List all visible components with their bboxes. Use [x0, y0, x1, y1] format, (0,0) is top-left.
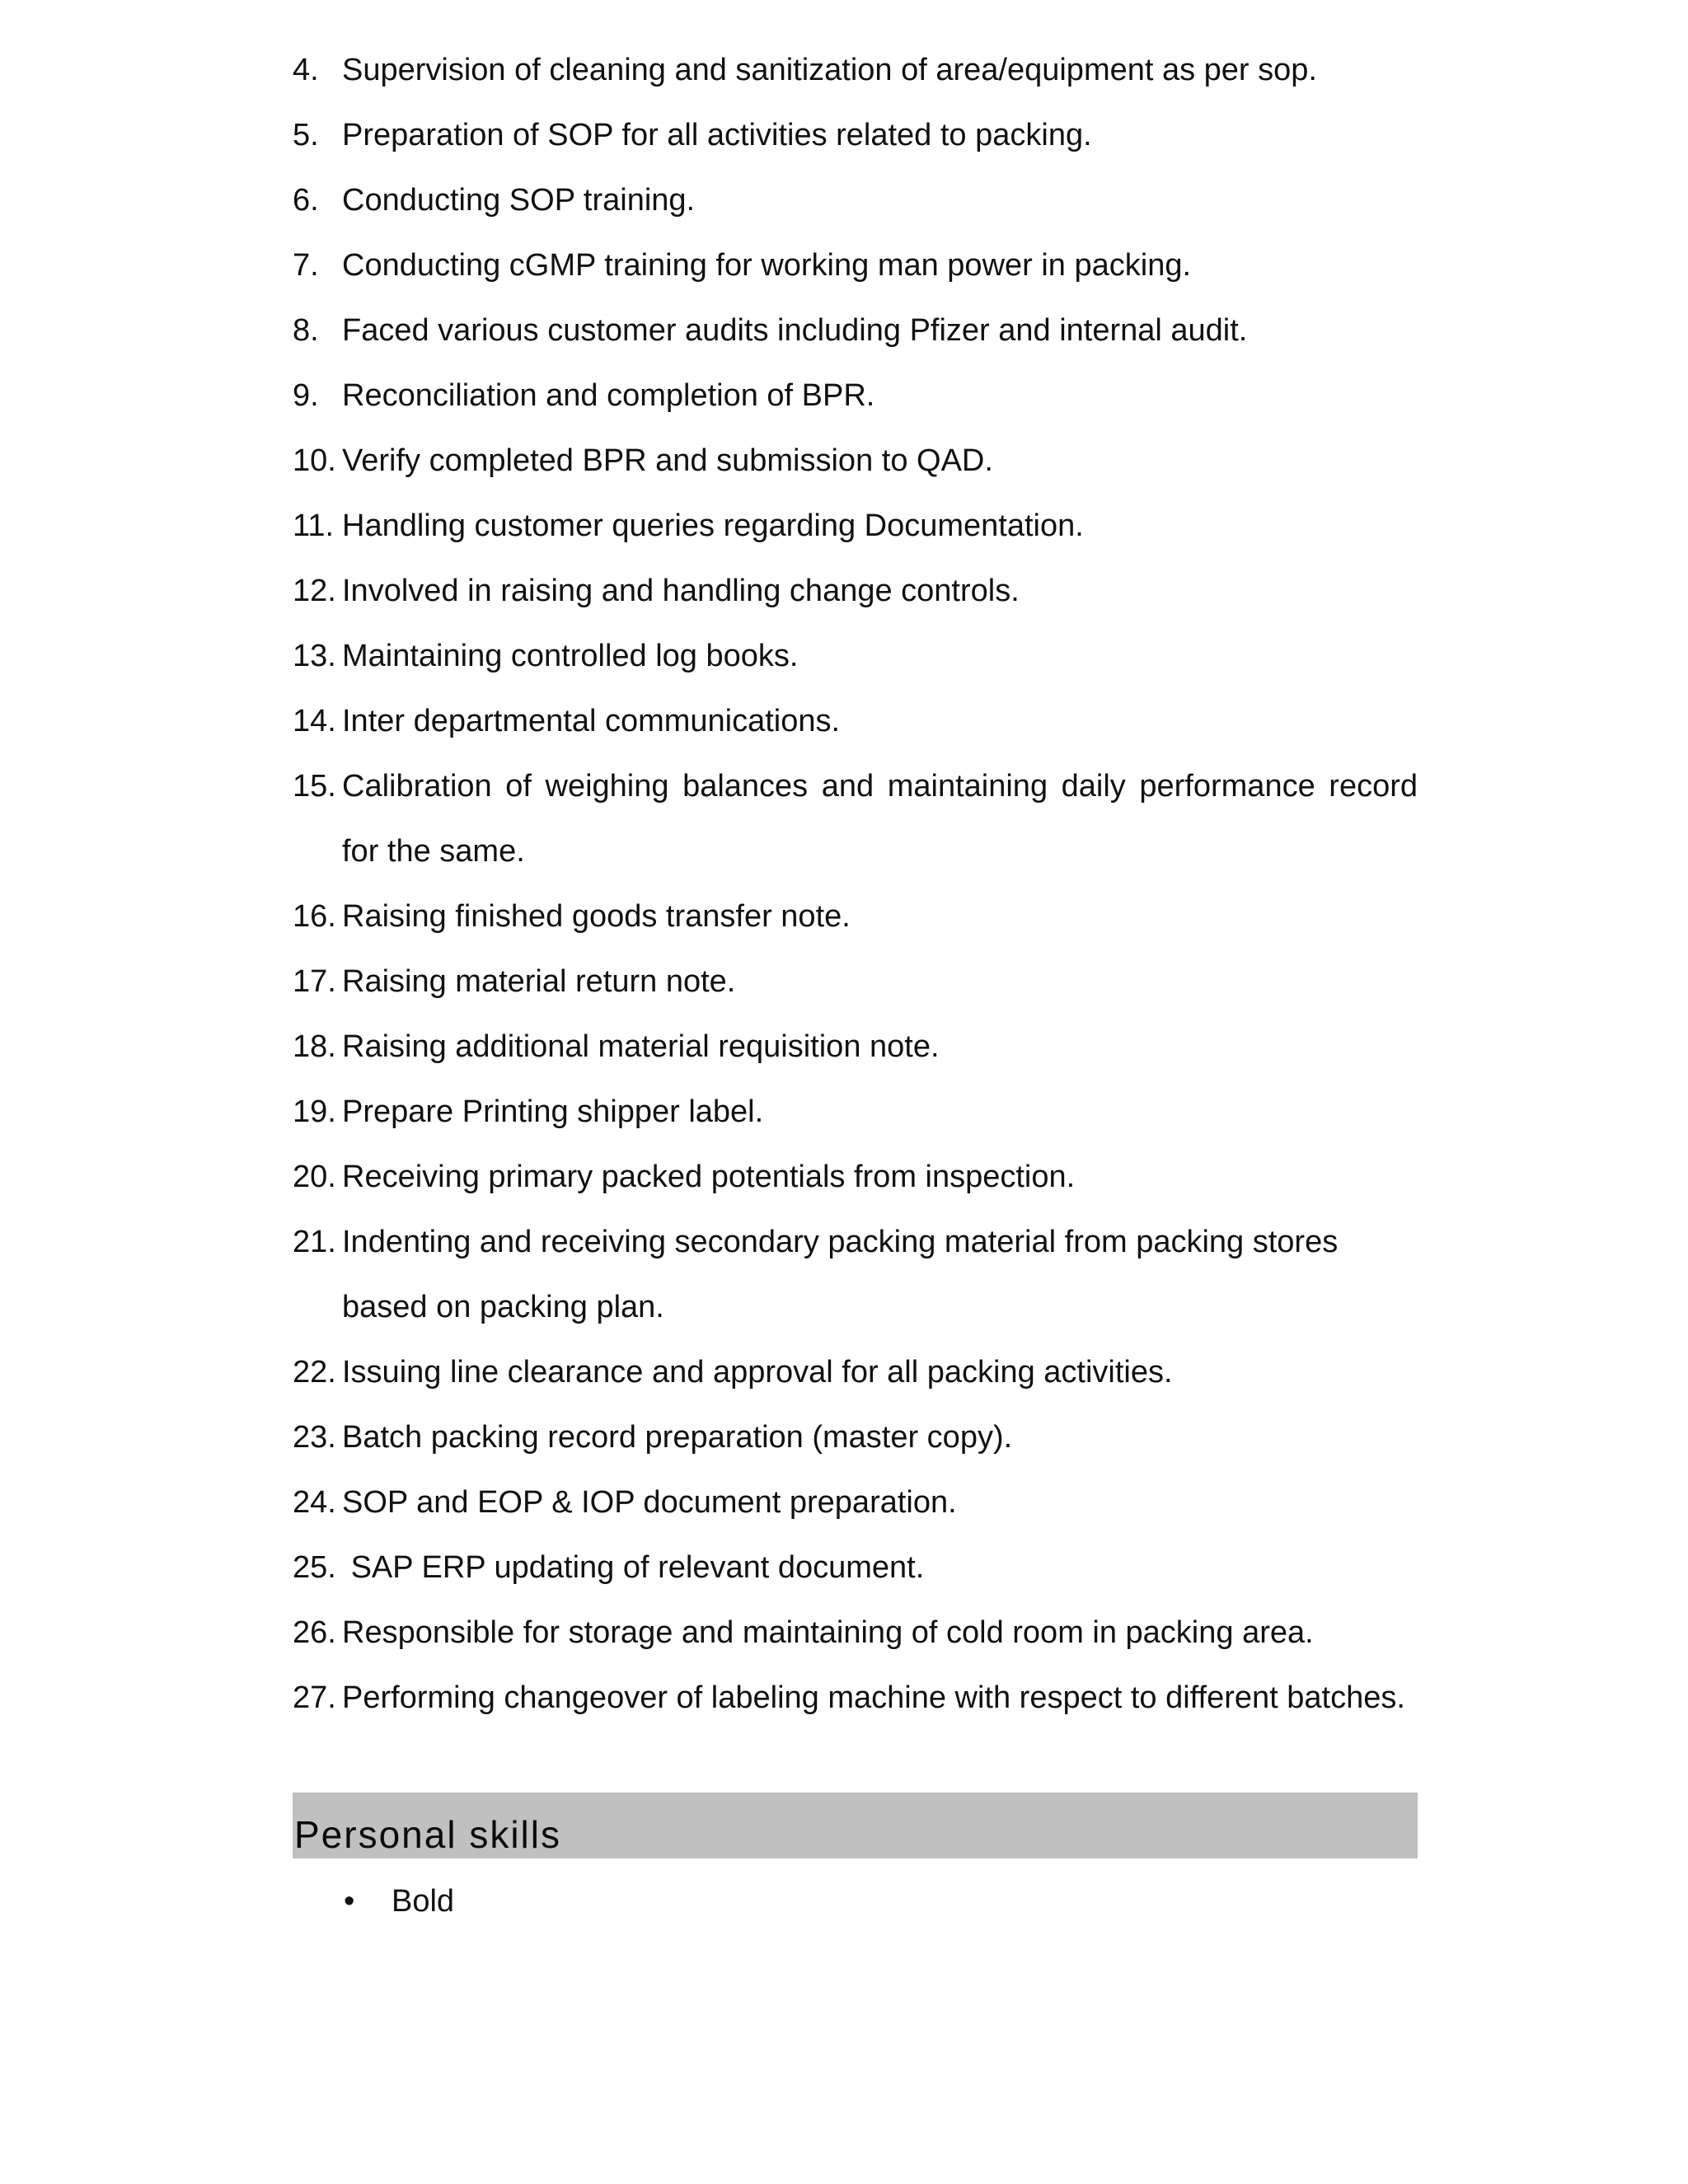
list-item-text: Verify completed BPR and submission to QAD. [342, 443, 993, 478]
list-item-text: Involved in raising and handling change controls. [342, 574, 1020, 608]
list-item-number: 17. [293, 964, 336, 999]
list-item-number: 26. [293, 1615, 336, 1650]
list-item [293, 1535, 1418, 1601]
list-item-number: 19. [293, 1094, 336, 1129]
list-item-number: 4. [293, 53, 319, 87]
list-item-number: 23. [293, 1420, 336, 1455]
list-item [293, 884, 1418, 949]
list-item-text: Issuing line clearance and approval for all packing activities. [342, 1355, 1173, 1390]
list-item-text: Conducting cGMP training for working man power in packing. [342, 248, 1192, 283]
section-heading-personal-skills: Personal skills [294, 1813, 561, 1856]
list-item-number: 22. [293, 1355, 336, 1390]
list-item-number: 7. [293, 248, 319, 283]
list-item-text: Inter departmental communications. [342, 704, 841, 738]
list-item-text: Preparation of SOP for all activities related to packing. [342, 118, 1092, 152]
list-item-number: 18. [293, 1029, 336, 1064]
list-item [293, 559, 1418, 624]
list-item [293, 1080, 1418, 1145]
list-item [293, 1666, 1418, 1731]
list-item-number: 27. [293, 1680, 336, 1715]
list-item-text: Prepare Printing shipper label. [342, 1094, 764, 1129]
list-item-text: Receiving primary packed potentials from inspection. [342, 1160, 1076, 1194]
list-item-text: Faced various customer audits including Pfizer and internal audit. [342, 313, 1248, 348]
list-item-text: Performing changeover of labeling machine with respect to different batches. [342, 1680, 1405, 1715]
list-item [293, 363, 1418, 429]
list-item [293, 689, 1418, 754]
list-item-number: 13. [293, 639, 336, 673]
list-item-number: 12. [293, 574, 336, 608]
list-item-number: 6. [293, 183, 319, 218]
list-item-number: 8. [293, 313, 319, 348]
list-item-number: 15. [293, 769, 336, 804]
list-item-text: Raising material return note. [342, 964, 736, 999]
list-item [293, 38, 1418, 103]
list-item-text: Calibration of weighing balances and maintaining daily performance record for the same. [342, 769, 1427, 869]
list-item-number: 24. [293, 1485, 336, 1520]
list-item [293, 1145, 1418, 1210]
list-item [293, 233, 1418, 298]
list-item-text: Conducting SOP training. [342, 183, 696, 218]
list-item [293, 754, 1427, 884]
list-item [293, 1601, 1418, 1666]
list-item-number: 10. [293, 443, 336, 478]
list-item-number: 20. [293, 1160, 336, 1194]
list-item-number: 14. [293, 704, 336, 738]
list-item-text: Raising finished goods transfer note. [342, 899, 851, 934]
list-item-text: Reconciliation and completion of BPR. [342, 378, 875, 413]
list-item-number: 16. [293, 899, 336, 934]
list-item-text: SOP and EOP & IOP document preparation. [342, 1485, 957, 1520]
list-item [293, 1470, 1418, 1535]
list-item [293, 1340, 1418, 1405]
list-item-number: 11. [293, 509, 335, 543]
list-item [293, 1210, 1418, 1340]
skill-list-item [293, 1869, 454, 1934]
list-item-number: 9. [293, 378, 319, 413]
list-item-text: Batch packing record preparation (master copy). [342, 1420, 1013, 1455]
bullet-icon: • [344, 1884, 355, 1919]
list-item-number: 25. [293, 1550, 336, 1585]
list-item-text: SAP ERP updating of relevant document. [342, 1550, 925, 1585]
list-item-text: Raising additional material requisition note. [342, 1029, 940, 1064]
list-item-number: 5. [293, 118, 319, 152]
list-item [293, 949, 1418, 1015]
list-item [293, 1015, 1418, 1080]
personal-skills-list [293, 1869, 454, 1934]
list-item-text: Maintaining controlled log books. [342, 639, 799, 673]
list-item [293, 1405, 1418, 1470]
list-item-text: Handling customer queries regarding Documentation. [342, 509, 1084, 543]
list-item [293, 624, 1418, 689]
list-item [293, 298, 1418, 363]
list-item [293, 103, 1418, 168]
skill-text: Bold [392, 1884, 455, 1919]
list-item [293, 494, 1418, 559]
list-item-number: 21. [293, 1225, 336, 1259]
list-item [293, 429, 1418, 494]
list-item-text: Supervision of cleaning and sanitization of area/equipment as per sop. [342, 53, 1317, 87]
list-item [293, 168, 1418, 233]
list-item-text: Indenting and receiving secondary packing material from packing stores based on packing plan. [342, 1225, 1347, 1324]
personal-skills-header-bar [293, 1793, 1418, 1858]
list-item-text: Responsible for storage and maintaining of cold room in packing area. [342, 1615, 1314, 1650]
responsibilities-list [293, 38, 1427, 1731]
